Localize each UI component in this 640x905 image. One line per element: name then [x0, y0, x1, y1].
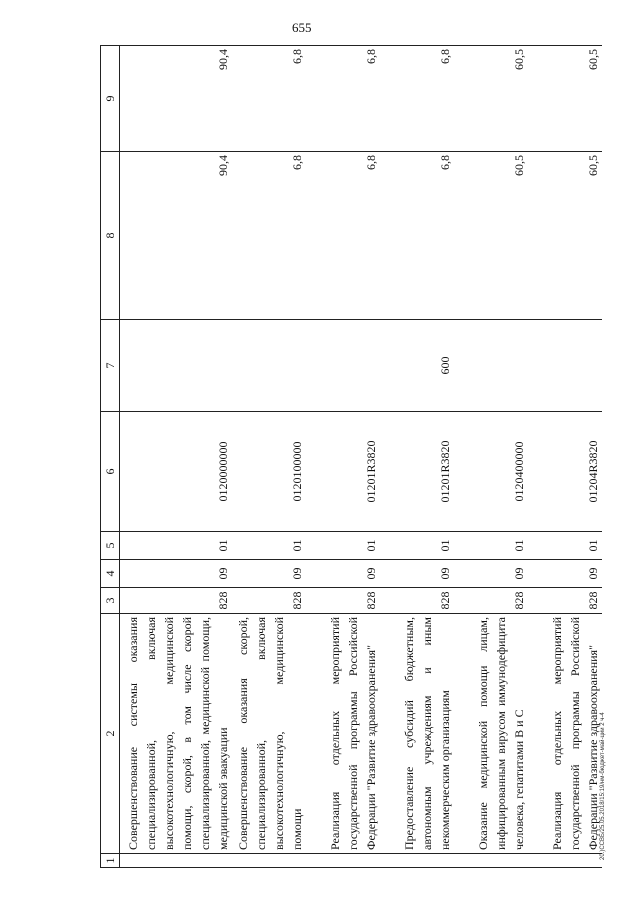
cell-amount-8: 6,8: [380, 152, 454, 320]
footer-text: 20.)ССВБ/25.05.2018/15:19/нм-бюджет-май-ции 2 ч-4: [600, 712, 606, 860]
cell-amount-9: 60,5: [454, 46, 528, 152]
table-row: [454, 46, 528, 868]
col-header-9: 9: [101, 46, 120, 152]
cell-amount-8: 6,8: [232, 152, 306, 320]
row-description: Совершенствование системы оказания специализированной, включая высокотехнологичную, медицинской помощи, скорой, в том числе скорой специализированной, медицинской помощи, медицинской эвакуации: [120, 614, 232, 854]
row-description: Реализация отдельных мероприятий государственной программы Российской Федерации "Развитие здравоохранения": [528, 614, 602, 854]
cell-ministry-code: 828: [120, 588, 232, 614]
cell-subsection-code: 01: [120, 532, 232, 560]
table-row: [380, 46, 454, 868]
cell-target-article: 0120100000: [232, 412, 306, 532]
cell-subsection-code: 01: [380, 532, 454, 560]
cell-expense-type: [306, 320, 380, 412]
cell-target-article: 01204R3820: [528, 412, 602, 532]
row-description: Реализация отдельных мероприятий государственной программы Российской Федерации "Развитие здравоохранения": [306, 614, 380, 854]
cell-target-article: 0120400000: [454, 412, 528, 532]
row-description: Предоставление субсидий бюджетным, автономным учреждениям и иным некоммерческим организациям: [380, 614, 454, 854]
cell-section-code: 09: [380, 560, 454, 588]
cell-subsection-code: 01: [528, 532, 602, 560]
cell-amount-9: 60,5: [528, 46, 602, 152]
table-row: [120, 46, 232, 868]
cell-amount-8: 6,8: [306, 152, 380, 320]
table-row: [232, 46, 306, 868]
rotated-table-container: [100, 46, 600, 868]
table-row: [528, 46, 602, 868]
cell-expense-type: [454, 320, 528, 412]
col-header-3: 3: [101, 588, 120, 614]
cell-amount-9: 6,8: [232, 46, 306, 152]
col-header-8: 8: [101, 152, 120, 320]
cell-amount-9: 6,8: [306, 46, 380, 152]
budget-table: [100, 45, 602, 868]
cell-amount-9: 90,4: [120, 46, 232, 152]
cell-section-code: 09: [454, 560, 528, 588]
cell-ministry-code: 828: [380, 588, 454, 614]
cell-expense-type: [232, 320, 306, 412]
row-description: Оказание медицинской помощи лицам, инфицированным вирусом иммунодефицита человека, гепатитами B и C: [454, 614, 528, 854]
cell-ministry-code: 828: [306, 588, 380, 614]
cell-amount-8: 60,5: [528, 152, 602, 320]
cell-section-code: 09: [232, 560, 306, 588]
cell-ministry-code: 828: [454, 588, 528, 614]
cell-ministry-code: 828: [528, 588, 602, 614]
col-header-1: 1: [101, 854, 120, 868]
cell-amount-8: 90,4: [120, 152, 232, 320]
cell-section-code: 09: [528, 560, 602, 588]
col-header-2: 2: [101, 614, 120, 854]
cell-section-code: 09: [120, 560, 232, 588]
col-header-7: 7: [101, 320, 120, 412]
cell-subsection-code: 01: [306, 532, 380, 560]
col-header-4: 4: [101, 560, 120, 588]
col-header-6: 6: [101, 412, 120, 532]
cell-expense-type: [120, 320, 232, 412]
cell-subsection-code: 01: [232, 532, 306, 560]
cell-expense-type: 600: [380, 320, 454, 412]
cell-amount-8: 60,5: [454, 152, 528, 320]
cell-ministry-code: 828: [232, 588, 306, 614]
cell-target-article: 01201R3820: [380, 412, 454, 532]
cell-subsection-code: 01: [454, 532, 528, 560]
cell-section-code: 09: [306, 560, 380, 588]
row-description: Совершенствование оказания скорой, специализированной, включая высокотехнологичную, медицинской помощи: [232, 614, 306, 854]
footer-stamp: [600, 712, 610, 870]
cell-amount-9: 6,8: [380, 46, 454, 152]
page-number: 655: [292, 20, 312, 35]
cell-expense-type: [528, 320, 602, 412]
col-header-5: 5: [101, 532, 120, 560]
cell-target-article: 0120000000: [120, 412, 232, 532]
header-row: [101, 46, 120, 868]
cell-target-article: 01201R3820: [306, 412, 380, 532]
table-row: [306, 46, 380, 868]
